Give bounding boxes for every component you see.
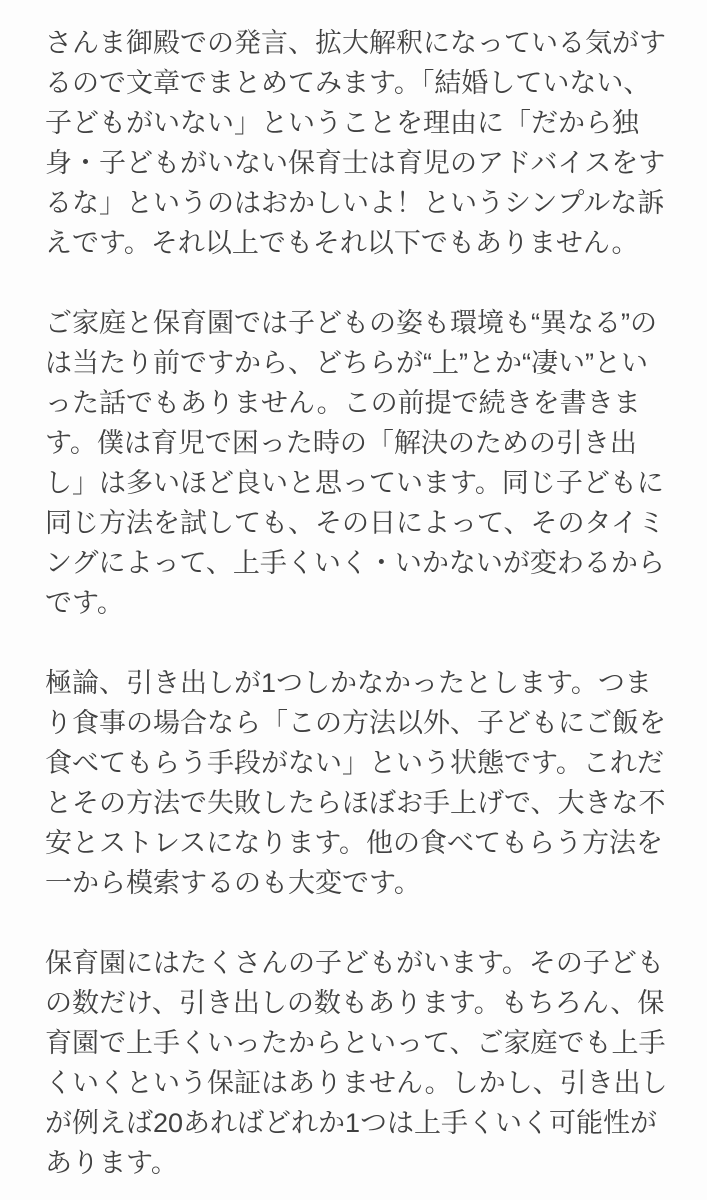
text-line: えです。それ以上でもそれ以下でもありません。 (45, 228, 639, 258)
text-line: です。 (45, 588, 124, 618)
paragraph-4 (45, 943, 667, 1183)
text-line: ご家庭と保育園では子どもの姿も環境も“異なる”の (45, 308, 657, 338)
text-line: り食事の場合なら「この方法以外、子どもにご飯を (45, 708, 666, 738)
paragraph-1 (45, 23, 667, 263)
text-line: す。僕は育児で困った時の「解決のための引き出 (45, 428, 637, 458)
text-line: は当たり前ですから、どちらが“上”とか“凄い”とい (45, 348, 648, 378)
text-line: 安とストレスになります。他の食べてもらう方法を (45, 828, 664, 858)
text-line: 極論、引き出しが1つしかなかったとします。つま (45, 668, 652, 698)
text-line: 一から模索するのも大変です。 (45, 868, 421, 898)
text-line: るな」というのはおかしいよ！というシンプルな訴 (45, 188, 665, 218)
text-line: 育園で上手くいったからといって、ご家庭でも上手 (45, 1028, 666, 1058)
text-line: 保育園にはたくさんの子どもがいます。その子ども (45, 948, 664, 978)
text-line: の数だけ、引き出しの数もあります。もちろん、保 (45, 988, 665, 1018)
text-line: とその方法で失敗したらほぼお手上げで、大きな不 (45, 788, 666, 818)
text-line: あります。 (45, 1148, 178, 1178)
text-line: るので文章でまとめてみます。「結婚していない、 (45, 68, 651, 98)
text-line: が例えば20あればどれか1つは上手くいく可能性が (45, 1108, 658, 1138)
text-line: し」は多いほど良いと思っています。同じ子どもに (45, 468, 664, 498)
text-line: 同じ方法を試しても、その日によって、そのタイミ (45, 508, 665, 538)
paragraph-3 (45, 663, 667, 903)
text-line: 子どもがいない」ということを理由に「だから独 (45, 108, 639, 138)
text-line: 身・子どもがいない保育士は育児のアドバイスをす (45, 148, 666, 178)
text-line: さんま御殿での発言、拡大解釈になっている気がす (45, 28, 666, 58)
text-line: 食べてもらう手段がない」という状態です。これだ (45, 748, 664, 778)
text-line: ングによって、上手くいく・いかないが変わるから (45, 548, 665, 578)
paragraph-2 (45, 303, 667, 623)
text-line: った話でもありません。この前提で続きを書きま (45, 388, 641, 418)
text-line: くいくという保証はありません。しかし、引き出し (45, 1068, 668, 1098)
